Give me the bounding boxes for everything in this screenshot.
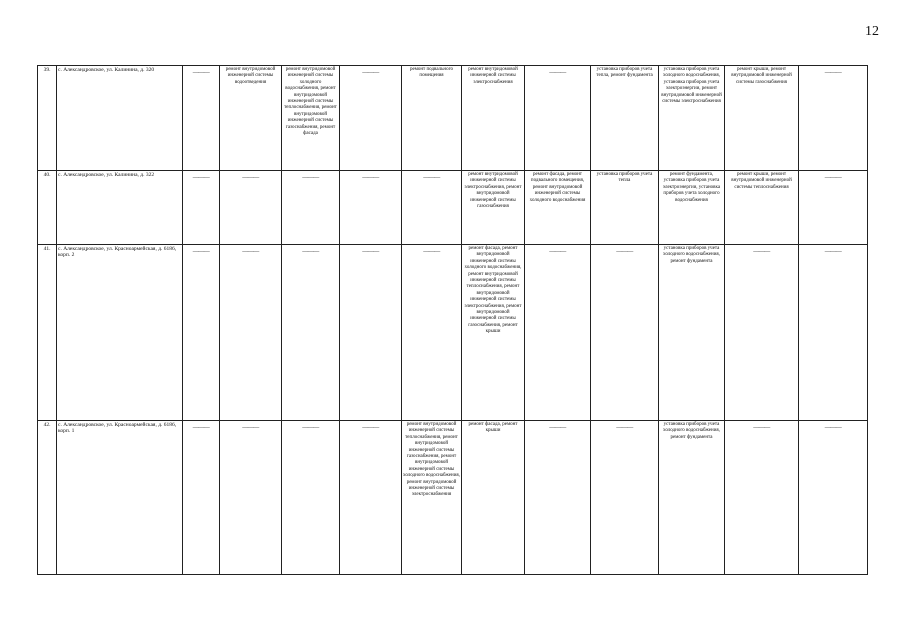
dash-mark: ——— [362,249,379,255]
dash-mark: ——— [192,70,210,76]
work-cell: ремонт фасада, ремонт подвального помещения, ремонт внутридомовой инженерной системы холодного водоснабжения [525,171,591,245]
dash-mark: ——— [302,249,319,255]
dash-mark: ——— [824,425,842,431]
row-address: с. Александровское, ул. Калинина, д. 322 [57,171,183,245]
row-number: 39. [38,66,57,171]
work-cell: установка приборов учета холодного водоснабжения, ремонт фундамента [659,245,725,421]
dash-mark: ——— [302,175,319,181]
work-cell [591,421,659,575]
work-cell [183,171,220,245]
work-cell [183,245,220,421]
dash-mark: ——— [423,249,440,255]
dash-mark: ——— [242,425,259,431]
work-cell: ремонт крыши, ремонт внутридомовой инженерной системы теплоснабжения [725,171,799,245]
work-cell: ремонт внутридомовой инженерной системы теплоснабжения, ремонт внутридомовой инженерной системы газоснабжения, ремонт внутридомовой инженерной системы холодного водоснабжения, ремонт внутридомовой инженерной системы электроснабжения [402,421,462,575]
work-cell [220,171,282,245]
work-cell: ремонт внутридомовой инженерной системы холодного водоснабжения, ремонт внутридомовой инженерной системы теплоснабжения, ремонт внутридомовой инженерной системы газоснабжения, ремонт фасада [282,66,340,171]
row-number: 42. [38,421,57,575]
table-body [38,66,868,575]
work-cell: ремонт подвального помещения [402,66,462,171]
dash-mark: ——— [824,249,842,255]
dash-mark: ——— [616,425,633,431]
dash-mark: ——— [753,249,770,255]
work-cell: установка приборов учета холодного водоснабжения, установка приборов учета электроэнергии, ремонт внутридомовой инженерной системы электроснабжения [659,66,725,171]
dash-mark: ——— [549,249,566,255]
table-row [38,245,868,421]
row-address: с. Александровское, ул. Красноармейская, д. 6186, корп. 1 [57,421,183,575]
work-cell [340,245,402,421]
work-cell [282,171,340,245]
row-number: 40. [38,171,57,245]
table-row [38,421,868,575]
dash-mark: ——— [302,425,319,431]
dash-mark: ——— [824,70,842,76]
dash-mark: ——— [423,175,440,181]
work-cell: ремонт фасада, ремонт внутридомовой инженерной системы холодного водоснабжения, ремонт внутридомовой инженерной системы теплоснабжения, ремонт внутридомовой инженерной системы электроснабжения, ремонт внутридомовой инженерной системы газоснабжения, ремонт крыши [462,245,525,421]
dash-mark: ——— [824,175,842,181]
work-cell [591,245,659,421]
work-cell [340,66,402,171]
dash-mark: ——— [549,70,566,76]
work-cell [799,421,868,575]
work-cell [525,421,591,575]
work-cell: установка приборов учета тепла [591,171,659,245]
work-cell [402,171,462,245]
dash-mark: ——— [362,70,379,76]
dash-mark: ——— [192,175,210,181]
work-cell: установка приборов учета холодного водоснабжения, ремонт фундамента [659,421,725,575]
row-number: 41. [38,245,57,421]
dash-mark: ——— [362,425,379,431]
work-cell: ремонт внутридомовой инженерной системы водоотведения [220,66,282,171]
row-address: с. Александровское, ул. Калинина, д. 320 [57,66,183,171]
dash-mark: ——— [753,425,770,431]
table-row [38,66,868,171]
work-cell [725,245,799,421]
work-cell: установка приборов учета тепла, ремонт фундамента [591,66,659,171]
work-cell: ремонт фасада, ремонт крыши [462,421,525,575]
dash-mark: ——— [362,175,379,181]
work-cell [340,171,402,245]
work-cell [340,421,402,575]
work-cell [525,245,591,421]
dash-mark: ——— [549,425,566,431]
work-cell [282,245,340,421]
dash-mark: ——— [192,425,210,431]
table-row [38,171,868,245]
dash-mark: ——— [616,249,633,255]
work-cell [282,421,340,575]
dash-mark: ——— [242,175,259,181]
dash-mark: ——— [242,249,259,255]
page-number: 12 [865,24,879,39]
work-cell [799,245,868,421]
work-cell [725,421,799,575]
work-cell: ремонт фундамента, установка приборов учета электроэнергии, установка приборов учета холодного водоснабжения [659,171,725,245]
work-cell: ремонт внутридомовой инженерной системы электроснабжения [462,66,525,171]
work-cell: ремонт крыши, ремонт внутридомовой инженерной системы газоснабжения [725,66,799,171]
row-address: с. Александровское, ул. Красноармейская, д. 6186, корп. 2 [57,245,183,421]
work-cell [525,66,591,171]
work-cell [402,245,462,421]
work-cell [799,66,868,171]
works-table [37,65,868,575]
work-cell [220,421,282,575]
work-cell: ремонт внутридомовой инженерной системы электроснабжения, ремонт внутридомовой инженерной системы газоснабжения [462,171,525,245]
work-cell [183,421,220,575]
work-cell [799,171,868,245]
work-cell [220,245,282,421]
dash-mark: ——— [192,249,210,255]
work-cell [183,66,220,171]
